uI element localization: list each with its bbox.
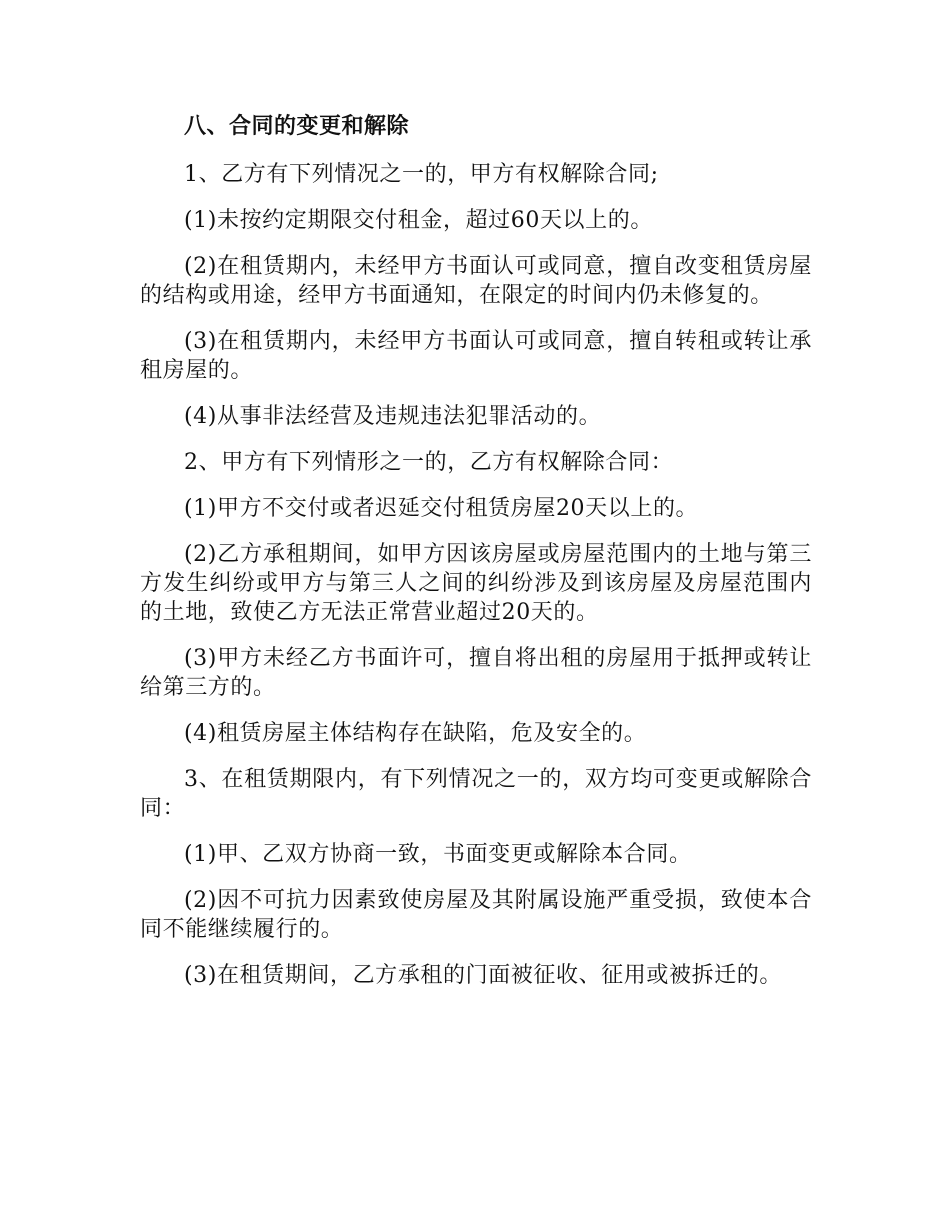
clause-1-item-2: (2)在租赁期内，未经甲方书面认可或同意，擅自改变租赁房屋的结构或用途，经甲方书面通知，在限定的时间内仍未修复的。 bbox=[140, 254, 812, 308]
clause-2-item-3: (3)甲方未经乙方书面许可，擅自将出租的房屋用于抵押或转让给第三方的。 bbox=[140, 646, 812, 700]
clause-1-item-3: (3)在租赁期内，未经甲方书面认可或同意，擅自转租或转让承租房屋的。 bbox=[140, 329, 812, 383]
clause-2: 2、甲方有下列情形之一的，乙方有权解除合同： bbox=[184, 450, 674, 475]
clause-1: 1、乙方有下列情况之一的，甲方有权解除合同; bbox=[184, 162, 659, 187]
section-heading: 八、合同的变更和解除 bbox=[184, 114, 410, 139]
clause-3-item-2: (2)因不可抗力因素致使房屋及其附属设施严重受损，致使本合同不能继续履行的。 bbox=[140, 888, 812, 942]
clause-2-item-2: (2)乙方承租期间，如甲方因该房屋或房屋范围内的土地与第三方发生纠纷或甲方与第三人之间的纠纷涉及到该房屋及房屋范围内的土地，致使乙方无法正常营业超过20天的。 bbox=[140, 542, 812, 625]
clause-3: 3、在租赁期限内，有下列情况之一的，双方均可变更或解除合同： bbox=[140, 767, 812, 821]
clause-1-item-4: (4)从事非法经营及违规违法犯罪活动的。 bbox=[184, 404, 602, 429]
clause-3-item-3: (3)在租赁期间，乙方承租的门面被征收、征用或被拆迁的。 bbox=[184, 963, 782, 988]
clause-3-item-1: (1)甲、乙双方协商一致，书面变更或解除本合同。 bbox=[184, 842, 692, 867]
document-page bbox=[140, 112, 812, 1007]
clause-1-item-1: (1)未按约定期限交付租金，超过60天以上的。 bbox=[184, 208, 653, 233]
clause-2-item-1: (1)甲方不交付或者迟延交付租赁房屋20天以上的。 bbox=[184, 496, 699, 521]
clause-2-item-4: (4)租赁房屋主体结构存在缺陷，危及安全的。 bbox=[184, 721, 647, 746]
